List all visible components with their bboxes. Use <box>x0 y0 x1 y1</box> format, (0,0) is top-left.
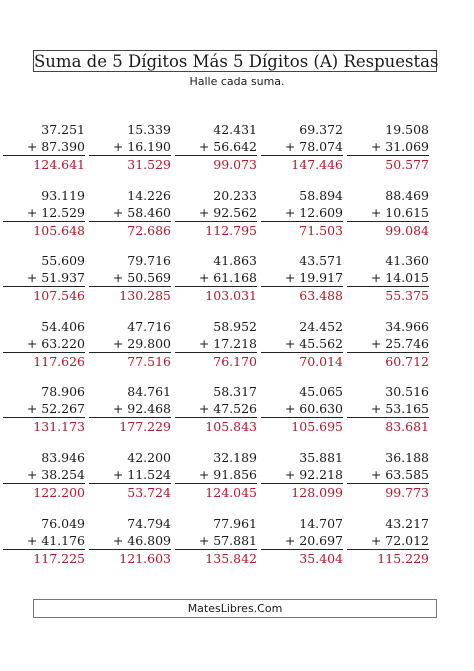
first-addend: 88.469 <box>385 188 429 203</box>
answer-sum: 124.641 <box>33 157 85 172</box>
answer-sum: 147.446 <box>291 157 343 172</box>
second-addend: + 61.168 <box>175 269 257 287</box>
answer-sum: 76.170 <box>213 354 257 369</box>
answer-sum: 77.516 <box>127 354 171 369</box>
answer-sum: 70.014 <box>299 354 343 369</box>
second-addend: + 53.165 <box>347 400 429 418</box>
answer-sum: 99.084 <box>385 223 429 238</box>
first-addend: 54.406 <box>41 319 85 334</box>
second-addend: + 63.220 <box>3 335 85 353</box>
first-addend: 32.189 <box>213 450 257 465</box>
addition-problem <box>261 383 343 435</box>
answer-sum: 105.843 <box>205 419 257 434</box>
addition-problem <box>347 252 429 304</box>
first-addend: 58.317 <box>213 384 257 399</box>
answer-sum: 107.546 <box>33 288 85 303</box>
second-addend: + 47.526 <box>175 400 257 418</box>
first-addend: 19.508 <box>385 122 429 137</box>
addition-problem <box>89 121 171 173</box>
answer-sum: 50.577 <box>385 157 429 172</box>
answer-sum: 124.045 <box>205 485 257 500</box>
answer-sum: 105.695 <box>291 419 343 434</box>
worksheet-instruction: Halle cada suma. <box>189 75 285 88</box>
addition-problem <box>261 121 343 173</box>
addition-problem <box>347 187 429 239</box>
first-addend: 74.794 <box>127 516 171 531</box>
second-addend: + 92.562 <box>175 204 257 222</box>
addition-problem <box>3 449 85 501</box>
second-addend: + 38.254 <box>3 466 85 484</box>
addition-problem <box>261 187 343 239</box>
second-addend: + 10.615 <box>347 204 429 222</box>
addition-problem <box>175 121 257 173</box>
addition-problem <box>175 449 257 501</box>
answer-sum: 177.229 <box>119 419 171 434</box>
second-addend: + 52.267 <box>3 400 85 418</box>
first-addend: 93.119 <box>41 188 85 203</box>
first-addend: 58.952 <box>213 319 257 334</box>
second-addend: + 46.809 <box>89 532 171 550</box>
addition-problem <box>3 515 85 567</box>
answer-sum: 117.225 <box>33 551 85 566</box>
answer-sum: 112.795 <box>205 223 257 238</box>
answer-sum: 105.648 <box>33 223 85 238</box>
addition-problem <box>175 318 257 370</box>
first-addend: 36.188 <box>385 450 429 465</box>
second-addend: + 50.569 <box>89 269 171 287</box>
addition-problem <box>261 515 343 567</box>
second-addend: + 31.069 <box>347 138 429 156</box>
second-addend: + 25.746 <box>347 335 429 353</box>
first-addend: 84.761 <box>127 384 171 399</box>
first-addend: 34.966 <box>385 319 429 334</box>
first-addend: 37.251 <box>41 122 85 137</box>
second-addend: + 12.609 <box>261 204 343 222</box>
first-addend: 43.571 <box>299 253 343 268</box>
addition-problem <box>89 318 171 370</box>
second-addend: + 60.630 <box>261 400 343 418</box>
answer-sum: 72.686 <box>127 223 171 238</box>
second-addend: + 45.562 <box>261 335 343 353</box>
first-addend: 77.961 <box>213 516 257 531</box>
first-addend: 78.906 <box>41 384 85 399</box>
answer-sum: 99.073 <box>213 157 257 172</box>
second-addend: + 78.074 <box>261 138 343 156</box>
first-addend: 30.516 <box>385 384 429 399</box>
second-addend: + 92.468 <box>89 400 171 418</box>
second-addend: + 12.529 <box>3 204 85 222</box>
first-addend: 42.200 <box>127 450 171 465</box>
first-addend: 69.372 <box>299 122 343 137</box>
addition-problem <box>3 383 85 435</box>
addition-problem <box>89 187 171 239</box>
addition-problem <box>347 318 429 370</box>
answer-sum: 31.529 <box>127 157 171 172</box>
answer-sum: 103.031 <box>205 288 257 303</box>
addition-problem <box>89 252 171 304</box>
second-addend: + 20.697 <box>261 532 343 550</box>
first-addend: 55.609 <box>41 253 85 268</box>
first-addend: 14.226 <box>127 188 171 203</box>
answer-sum: 83.681 <box>385 419 429 434</box>
addition-problem <box>261 252 343 304</box>
addition-problem <box>347 515 429 567</box>
addition-problem <box>347 383 429 435</box>
second-addend: + 56.642 <box>175 138 257 156</box>
first-addend: 45.065 <box>299 384 343 399</box>
addition-problem <box>261 449 343 501</box>
answer-sum: 35.404 <box>299 551 343 566</box>
second-addend: + 91.856 <box>175 466 257 484</box>
second-addend: + 16.190 <box>89 138 171 156</box>
first-addend: 41.360 <box>385 253 429 268</box>
answer-sum: 130.285 <box>119 288 171 303</box>
first-addend: 76.049 <box>41 516 85 531</box>
first-addend: 79.716 <box>127 253 171 268</box>
addition-problem <box>347 121 429 173</box>
addition-problem <box>347 449 429 501</box>
addition-problem <box>89 515 171 567</box>
answer-sum: 131.173 <box>33 419 85 434</box>
answer-sum: 99.773 <box>385 485 429 500</box>
answer-sum: 53.724 <box>127 485 171 500</box>
second-addend: + 63.585 <box>347 466 429 484</box>
first-addend: 43.217 <box>385 516 429 531</box>
first-addend: 24.452 <box>299 319 343 334</box>
first-addend: 47.716 <box>127 319 171 334</box>
second-addend: + 17.218 <box>175 335 257 353</box>
answer-sum: 122.200 <box>33 485 85 500</box>
second-addend: + 29.800 <box>89 335 171 353</box>
second-addend: + 11.524 <box>89 466 171 484</box>
addition-problem <box>175 383 257 435</box>
second-addend: + 19.917 <box>261 269 343 287</box>
addition-problem <box>3 187 85 239</box>
first-addend: 41.863 <box>213 253 257 268</box>
answer-sum: 135.842 <box>205 551 257 566</box>
second-addend: + 57.881 <box>175 532 257 550</box>
addition-problem <box>261 318 343 370</box>
answer-sum: 55.375 <box>385 288 429 303</box>
answer-sum: 115.229 <box>377 551 429 566</box>
first-addend: 20.233 <box>213 188 257 203</box>
first-addend: 58.894 <box>299 188 343 203</box>
second-addend: + 51.937 <box>3 269 85 287</box>
second-addend: + 14.015 <box>347 269 429 287</box>
answer-sum: 71.503 <box>299 223 343 238</box>
addition-problem <box>175 515 257 567</box>
second-addend: + 92.218 <box>261 466 343 484</box>
second-addend: + 87.390 <box>3 138 85 156</box>
second-addend: + 72.012 <box>347 532 429 550</box>
first-addend: 35.881 <box>299 450 343 465</box>
second-addend: + 41.176 <box>3 532 85 550</box>
answer-sum: 63.488 <box>299 288 343 303</box>
worksheet-title: Suma de 5 Dígitos Más 5 Dígitos (A) Respuestas <box>34 52 439 71</box>
addition-problem <box>89 383 171 435</box>
second-addend: + 58.460 <box>89 204 171 222</box>
answer-sum: 128.099 <box>291 485 343 500</box>
first-addend: 83.946 <box>41 450 85 465</box>
answer-sum: 121.603 <box>119 551 171 566</box>
answer-sum: 117.626 <box>33 354 85 369</box>
addition-problem <box>89 449 171 501</box>
addition-problem <box>3 121 85 173</box>
addition-problem <box>3 318 85 370</box>
addition-problem <box>175 252 257 304</box>
addition-problem <box>175 187 257 239</box>
first-addend: 15.339 <box>127 122 171 137</box>
first-addend: 14.707 <box>299 516 343 531</box>
addition-problem <box>3 252 85 304</box>
answer-sum: 60.712 <box>385 354 429 369</box>
footer-site: MatesLibres.Com <box>33 599 437 618</box>
first-addend: 42.431 <box>213 122 257 137</box>
